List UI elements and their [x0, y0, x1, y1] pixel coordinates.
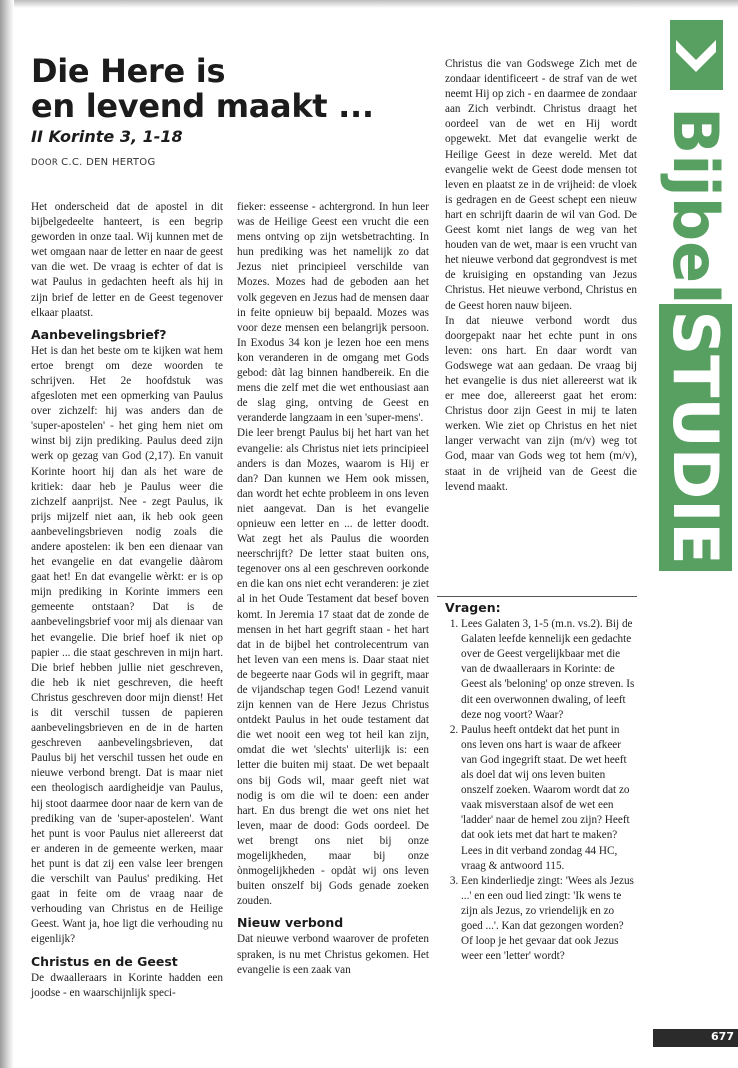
- article-subtitle: II Korinte 3, 1-18: [31, 127, 183, 146]
- body-paragraph: fieker: esseense - achtergrond. In hun leer was de Heilige Geest een vrucht die een mens ontving op zijn wetsbetrachting. In hun prediking was het namelijk zo dat Jezus niet principieel verschilde van Mozes. Mozes had de geboden aan het volk gegeven en Jezus had de mensen daar in feite opnieuw bij bepaald. Mozes was voor deze mensen een belangrijk persoon. In Exodus 34 kon je lezen hoe een mens kon veranderen in de omgang met Gods gebod: dàt lag binnen handbereik. En die mens die zelf met die wet enthousiast aan de slag ging, ontving de Geest en veranderde langzaam in een 'super-mens'.: [237, 201, 429, 425]
- question-item: 3. Een kinderliedje zingt: 'Wees als Jezus ...' en een oud lied zingt: 'Ik wens te zijn als Jezus, zo vriendelijk en zo goed ...'. Kan dat gezongen worden? Of loop je het gevaar dat ook Jezus weer een 'letter' wordt?: [461, 874, 637, 965]
- section-label: [659, 107, 732, 571]
- column-2: [237, 200, 429, 978]
- article-title: [31, 54, 411, 124]
- body-paragraph: Die leer brengt Paulus bij het hart van het evangelie: als Christus niet iets principieel anders is dan Mozes, waarom is Hij er dan? Dan kunnen we Hem ook missen, dan wordt het echte probleem in ons leven niet aangevat. Dan is het evangelie opnieuw een letter en ... de letter doodt. Wat zegt het als Paulus die woorden neerschrijft? De letter staat buiten ons, tegenover ons al een geschreven oorkonde en die kan ons niet echt veranderen: je ziet al in het Oude Testament dat besef boven komt. In Jeremia 17 staat dat de zonde de mensen in het hart gegrift staan - het hart dat in de bijbel het controlecentrum van het leven van een mens is. Daar staat niet de begeerte naar Gods wil in gegrift, maar de vijandschap tegen God! Lezend vanuit zijn kennen van de Here Jezus Christus ontdekt Paulus in het oude testament dat die wet nooit een weg tot heil kan zijn, omdat die wet 'slechts' uiterlijk is: een letter die buiten mij staat. De wet bepaalt ons bij Gods wil, maar geeft niet wat nodig is om die wil te doen: een ander hart. En dus brengt die wet ons niet het leven, maar de dood: Gods oordeel. De wet brengt ons niet bij onze mogelijkheden, maar bij onze ònmogelijkheden - opdàt wij ons leven buiten onszelf bij Gods genade zoeken zouden.: [237, 427, 429, 908]
- body-paragraph: In dat nieuwe verbond wordt dus doorgepakt naar het echte punt in ons leven: ons hart. En daar wordt van Godswege wat aan gedaan. De vraag bij het evangelie is dus niet allereerst wat ik er mee doe, allereerst gaat het erom: Christus door zijn Geest in mij te laten werken. Wie ziet op Christus en het niet langer verwacht van zijn (m/v) weg tot God, maar van Gods weg tot hem (m/v), staat in de vrijheid van de Geest die levend maakt.: [445, 314, 637, 493]
- questions-heading: Vragen:: [445, 600, 501, 615]
- column-3: [445, 57, 637, 495]
- page-edge-top: [0, 0, 738, 8]
- page-binding-shadow: [0, 0, 14, 1068]
- section-heading-nieuw-verbond: Nieuw verbond: [237, 915, 344, 931]
- page-number: 677: [711, 1030, 734, 1043]
- questions-list: [445, 617, 637, 964]
- author-name: C.C. DEN HERTOG: [61, 157, 156, 168]
- body-paragraph: De dwaalleraars in Korinte hadden een joodse - en waarschijnlijk speci-: [31, 971, 223, 999]
- column-1: [31, 200, 223, 1001]
- page-number-bar: [653, 1029, 738, 1047]
- byline: [31, 157, 156, 168]
- section-label-studie: STUDIE: [659, 304, 732, 570]
- chevron-down-icon: [672, 34, 720, 74]
- questions-box: [445, 600, 637, 964]
- question-item: 2. Paulus heeft ontdekt dat het punt in ons leven ons hart is waar de afkeer van God ingegrift staat. De wet heeft als doel dat wij ons leven buiten onszelf zoeken. Waarom wordt dat zo vaak misverstaan alsof de wet een 'ladder' naar de hemel zou zijn? Heeft dat ook iets met dat hart te maken? Lees in dit verband zondag 44 HC, vraag & antwoord 115.: [461, 723, 637, 874]
- title-line-1: Die Here is: [31, 52, 226, 90]
- section-heading-aanbevelingsbrief: Aanbevelingsbrief?: [31, 326, 167, 342]
- body-paragraph: Christus die van Godswege Zich met de zondaar identificeert - de straf van de wet neemt Hij op zich - en daarmee de zondaar aan Zich verbindt. Christus draagt het oordeel van de wet en Hij wordt opgewekt. Met dat evangelie werkt de Heilige Geest in deze wereld. Met dat evangelie wekt de Geest dode mensen tot leven en plaatst ze in de vrijheid: de vloek is gedragen en de Geest schept een nieuw hart en schrijft daarin de wil van God. De Geest komt niet langs de weg van het houden van de wet, maar is een vrucht van het nieuwe verbond dat gegrondvest is met de kruisiging en opstanding van Jezus Christus. Het nieuwe verbond, Christus en de Geest horen nauw bijeen.: [445, 58, 638, 312]
- section-heading-christus-geest: Christus en de Geest: [31, 953, 178, 969]
- body-paragraph: Het is dan het beste om te kijken wat hem ertoe brengt om deze woorden te schrijven. Het 2e hoofdstuk was afgesloten met een opmerking van Paulus over zichzelf: hij was anders dan de 'super-apostelen' - het ging hem niet om winst bij zijn prediking. Paulus deed zijn werk op gezag van God (2,17). En vanuit Korinte hoort hij dan als het ware de kritiek: daar heb je Paulus weer die zichzelf aanprijst. Nee - zegt Paulus, ik prijs mijzelf niet aan, ik heb ook geen aanbevelingsbrieven nodig zoals die andere apostelen: ik ben een dienaar van het evangelie en dat evangelie dààrom gaat het! En dat evangelie wèrkt: er is op mijn prediking in Korinte immers een gemeente ontstaan? Dat is de aanbevelingsbrief voor mij als dienaar van het evangelie. Die brief hoef ik niet op papier ... die staat geschreven in mijn hart. Die brief hebben jullie niet geschreven, die heb ik niet geschreven, die heeft Christus geschreven door mijn dienst! Het is dit verschil tussen de papieren aanbevelingsbrieven en de in de harten geschreven aanbevelingsbrieven, dat Paulus bij het verschil tussen het oude en nieuwe verbond brengt. Dat is maar niet een theologisch aardigheidje van Paulus, hij stoot daarmee door naar de kern van de prediking van de 'super-apostelen'. Want het punt is voor Paulus niet allereerst dat er anderen in de gemeente werken, maar het punt is dat zij een valse leer brengen die verschilt van Paulus' prediking. Het gaat in feite om de vraag naar de verhouding van Christus en de Heilige Geest. Want ja, hoe ligt die verhouding nu eigenlijk?: [31, 344, 223, 946]
- section-label-bijbel: Bijbel: [659, 107, 732, 305]
- intro-paragraph: Het onderscheid dat de apostel in dit bijbelgedeelte hanteert, is een begrip geworden in onze taal. Wij kunnen met de wet omgaan naar de letter en naar de geest van die wet. De vraag is echter of dat is wat Paulus in gedachten heeft als hij in zijn brief de letter en de Geest tegenover elkaar plaatst.: [31, 201, 223, 319]
- title-line-2: en levend maakt ...: [31, 87, 374, 125]
- byline-prefix: DOOR: [31, 158, 59, 168]
- question-item: 1. Lees Galaten 3, 1-5 (m.n. vs.2). Bij de Galaten leefde kennelijk een gedachte over de Geest vergelijkbaar met die van de dwaalleraars in Korinte: de Geest als 'beloning' op onze streven. Is dit een overwonnen dwaling, of leeft deze nog voort? Waar?: [461, 617, 637, 723]
- questions-divider: [437, 596, 637, 597]
- body-paragraph: Dat nieuwe verbond waarover de profeten spraken, is nu met Christus gekomen. Het evangelie is een zaak van: [237, 933, 429, 976]
